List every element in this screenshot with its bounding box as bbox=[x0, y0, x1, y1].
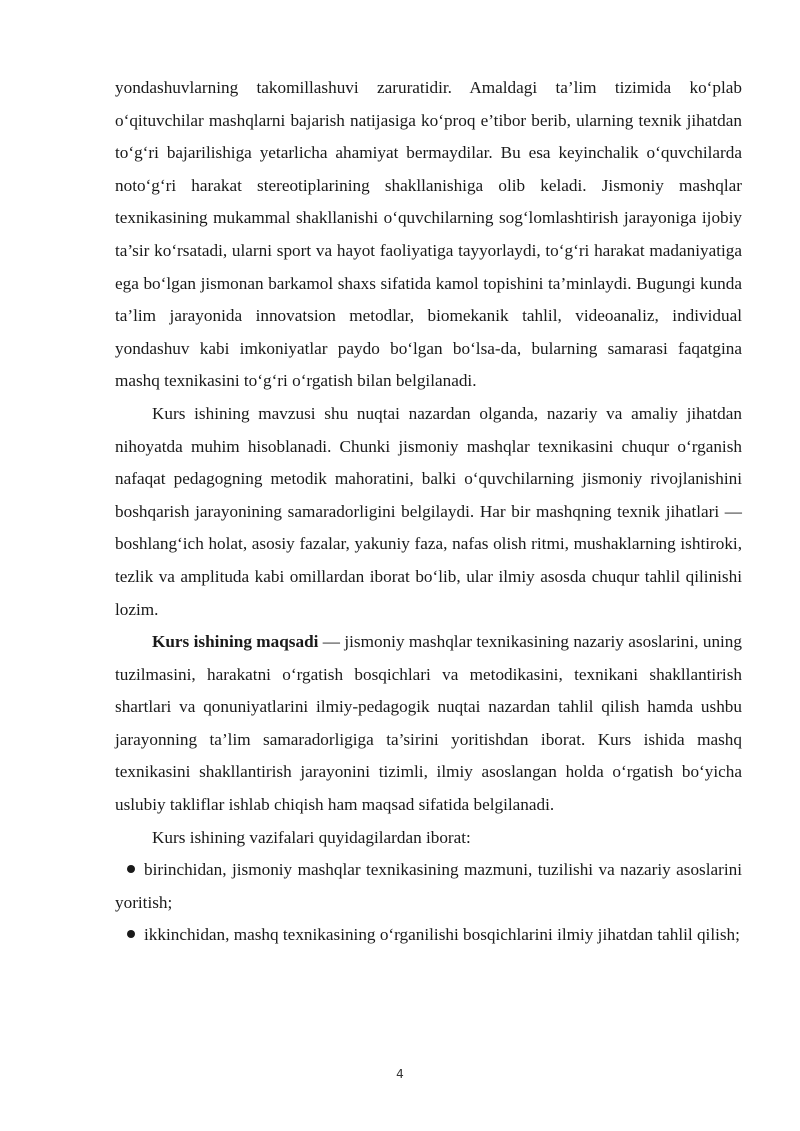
course-goal-heading: Kurs ishining maqsadi bbox=[152, 632, 319, 652]
list-item-text: ikkinchidan, mashq texnikasining o‘rganilishi bosqichlarini ilmiy jihatdan tahlil qilish; bbox=[144, 925, 740, 945]
bullet-icon bbox=[127, 865, 135, 873]
paragraph-tasks-intro: Kurs ishining vazifalari quyidagilardan iborat: bbox=[152, 827, 471, 847]
list-item bbox=[115, 919, 742, 952]
list-item bbox=[115, 854, 742, 919]
bullet-icon bbox=[127, 930, 135, 938]
course-goal-text: — jismoniy mashqlar texnikasining nazariy asoslarini, uning tuzilmasini, harakatni o‘rgatish bosqichlari va metodikasini, texnikani shakllantirish shartlari va qonuniyatlarini ilmiy-pedagogik nuqtai nazardan tahlil qilish hamda ushbu jarayonning ta’lim samaradorligiga ta’sirini yoritishdan iborat. Kurs ishida mashq texnikasini shakllantirish jarayonini tizimli, ilmiy asoslangan holda o‘rgatish bo‘yicha uslubiy takliflar ishlab chiqish ham maqsad sifatida belgilanadi. bbox=[115, 632, 742, 815]
paragraph-topic-relevance: Kurs ishining mavzusi shu nuqtai nazardan olganda, nazariy va amaliy jihatdan nihoyatda muhim hisoblanadi. Chunki jismoniy mashqlar texnikasini chuqur o‘rganish nafaqat pedagogning metodik mahoratini, balki o‘quvchilarning jismoniy rivojlanishini boshqarish jarayonining samaradorligini belgilaydi. Har bir mashqning texnik jihatlari — boshlang‘ich holat, asosiy fazalar, yakuniy faza, nafas olish ritmi, mushaklarning ishtiroki, tezlik va amplituda kabi omillardan iborat bo‘lib, ular ilmiy asosda chuqur tahlil qilinishi lozim. bbox=[115, 403, 742, 619]
list-item-text: birinchidan, jismoniy mashqlar texnikasining mazmuni, tuzilishi va nazariy asoslarini yoritish; bbox=[115, 860, 742, 912]
page-number: 4 bbox=[396, 1067, 404, 1081]
document-page bbox=[115, 72, 742, 952]
paragraph-course-goal bbox=[115, 626, 742, 822]
paragraph-intro-continuation: yondashuvlarning takomillashuvi zaruratidir. Amaldagi ta’lim tizimida ko‘plab o‘qituvchilar mashqlarni bajarish natijasiga ko‘proq e’tibor berib, ularning texnik jihatdan to‘g‘ri bajarilishiga yetarlicha ahamiyat bermaydilar. Bu esa keyinchalik o‘quvchilarda noto‘g‘ri harakat stereotiplarining shakllanishiga olib keladi. Jismoniy mashqlar texnikasining mukammal shakllanishi o‘quvchilarning sog‘lomlashtirish jarayoniga ijobiy ta’sir ko‘rsatadi, ularni sport va hayot faoliyatiga tayyorlaydi, to‘g‘ri harakat madaniyatiga ega bo‘lgan jismonan barkamol shaxs sifatida kamol topishini ta’minlaydi. Bugungi kunda ta’lim jarayonida innovatsion metodlar, biomekanik tahlil, videoanaliz, individual yondashuv kabi imkoniyatlar paydo bo‘lgan bo‘lsa-da, bularning samarasi faqatgina mashq texnikasini to‘g‘ri o‘rgatish bilan belgilanadi. bbox=[115, 78, 742, 391]
